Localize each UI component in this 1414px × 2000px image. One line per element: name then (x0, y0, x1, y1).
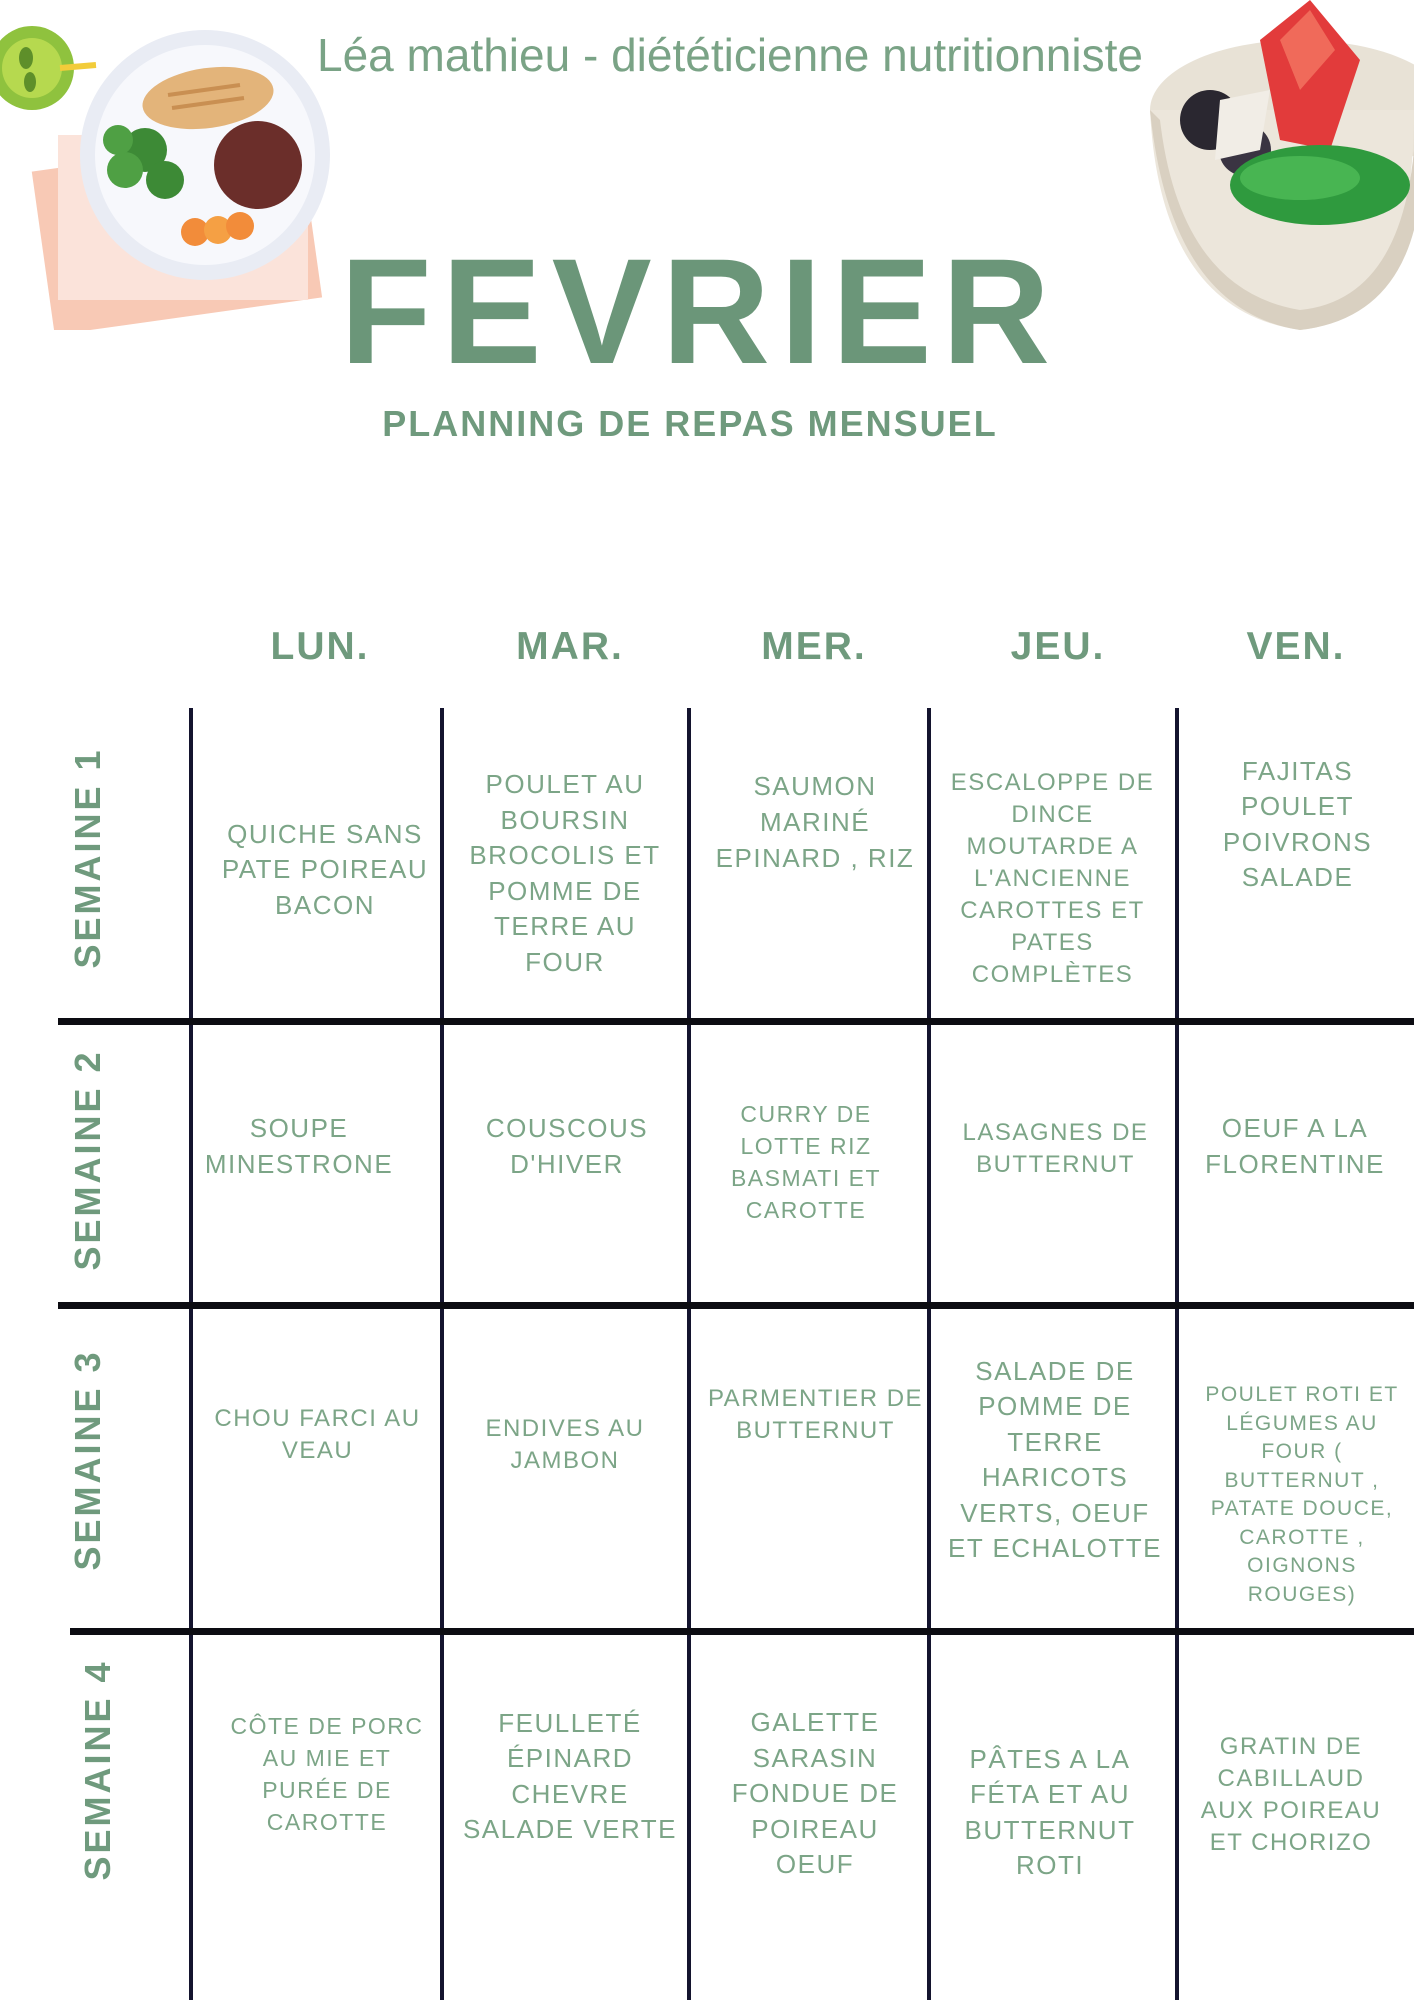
grid-line-horizontal (70, 1628, 1414, 1635)
meal-cell: CHOU FARCI AU VEAU (214, 1405, 421, 1464)
smoothie-icon (0, 26, 96, 110)
grid-line-horizontal (58, 1302, 1414, 1309)
meal-cell: GRATIN DE CABILLAUD AUX POIREAU ET CHORIZO (1200, 1733, 1382, 1856)
meal-cell: PÂTES A LA FÉTA ET AU BUTTERNUT ROTI (964, 1743, 1136, 1880)
meal-cell: OEUF A LA FLORENTINE (1205, 1112, 1385, 1179)
grid-line-vertical (687, 708, 691, 2000)
page-title: FEVRIER (340, 227, 1061, 395)
meal-cell: POULET AU BOURSIN BROCOLIS ET POMME DE TERRE AU FOUR (469, 769, 661, 977)
grid-line-vertical (189, 708, 193, 2000)
meal-cell: CÔTE DE PORC AU MIE ET PURÉE DE CAROTTE (230, 1712, 424, 1835)
meal-cell: SALADE DE POMME DE TERRE HARICOTS VERTS, OEUF ET ECHALOTTE (947, 1355, 1162, 1563)
grid-line-vertical (440, 708, 444, 2000)
page-subtitle: PLANNING DE REPAS MENSUEL (382, 403, 998, 444)
grid-line-vertical (1175, 708, 1179, 2000)
meal-cell: COUSCOUS D'HIVER (485, 1112, 649, 1179)
day-header-ven: VEN. (1246, 625, 1346, 668)
day-header-lun: LUN. (270, 625, 370, 668)
meal-cell: PARMENTIER DE BUTTERNUT (707, 1385, 924, 1444)
meal-cell: ENDIVES AU JAMBON (485, 1415, 645, 1474)
meal-cell: QUICHE SANS PATE POIREAU BACON (221, 818, 429, 920)
meal-cell: POULET ROTI ET LÉGUMES AU FOUR ( BUTTERNUT , PATATE DOUCE, CAROTTE , OIGNONS ROUGES) (1205, 1383, 1399, 1606)
meal-cell: CURRY DE LOTTE RIZ BASMATI ET CAROTTE (730, 1101, 882, 1223)
meal-cell: GALETTE SARASIN FONDUE DE POIREAU OEUF (731, 1707, 899, 1880)
meal-cell: FAJITAS POULET POIVRONS SALADE (1222, 755, 1373, 892)
day-header-jeu: JEU. (1010, 625, 1106, 668)
grid-line-vertical (927, 708, 931, 2000)
grid-line-horizontal (58, 1018, 1414, 1025)
meal-cell: ESCALOPPE DE DINCE MOUTARDE A L'ANCIENNE CAROTTES ET PATES COMPLÈTES (950, 768, 1155, 988)
day-header-mer: MER. (761, 625, 867, 668)
meal-cell: LASAGNES DE BUTTERNUT (962, 1119, 1149, 1178)
meal-cell: SAUMON MARINÉ EPINARD , RIZ (715, 771, 915, 873)
day-header-mar: MAR. (516, 625, 624, 668)
author-name: Léa mathieu - diététicienne nutritionniste (317, 29, 1143, 81)
meal-cell: FEULLETÉ ÉPINARD CHEVRE SALADE VERTE (462, 1707, 678, 1844)
meal-cell: SOUPE MINESTRONE (204, 1112, 394, 1179)
